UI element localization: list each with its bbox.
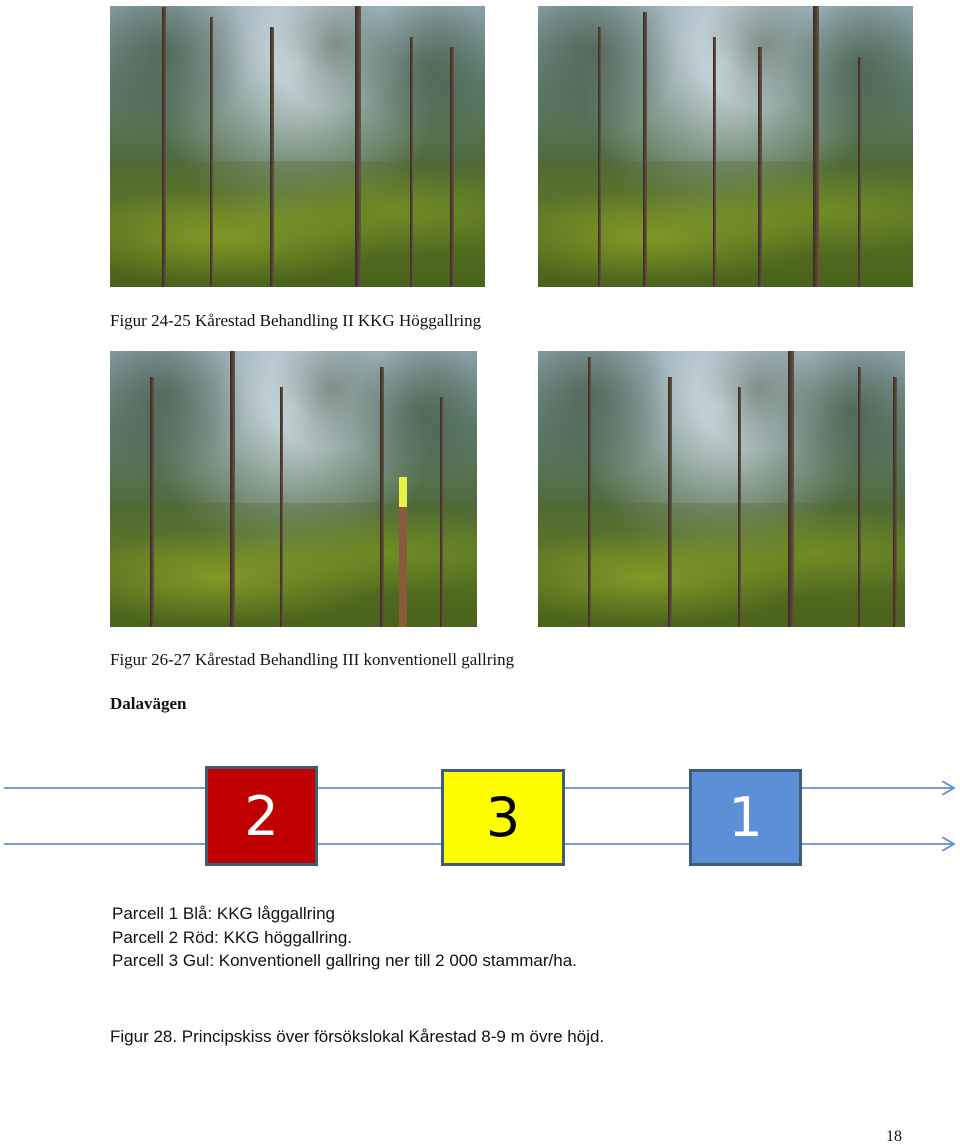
parcel-box-1 [689,769,802,866]
figure-24-25-caption: Figur 24-25 Kårestad Behandling II KKG Höggallring [110,311,482,330]
parcel-number: 1 [728,786,763,849]
figure-26-27-caption: Figur 26-27 Kårestad Behandling III konventionell gallring [110,650,515,669]
legend-item: Parcell 2 Röd: KKG höggallring. [112,927,353,947]
parcel-box-2 [205,766,318,866]
road-label: Dalavägen [110,694,187,713]
parcel-number: 2 [244,784,279,848]
marker-pole [399,477,407,627]
legend-item: Parcell 1 Blå: KKG låggallring [112,904,336,923]
forest-photo-26 [110,351,477,627]
forest-photo-25 [538,6,913,287]
parcel-legend [112,902,577,973]
forest-photo-27 [538,351,905,627]
page-number: 18 [886,1128,902,1145]
parcel-box-3 [441,769,565,866]
forest-photo-24 [110,6,485,287]
parcel-number: 3 [485,786,521,849]
legend-item: Parcell 3 Gul: Konventionell gallring ner till 2 000 stammar/ha. [112,951,577,970]
figure-28-caption: Figur 28. Principskiss över försökslokal Kårestad 8-9 m övre höjd. [110,1027,605,1046]
